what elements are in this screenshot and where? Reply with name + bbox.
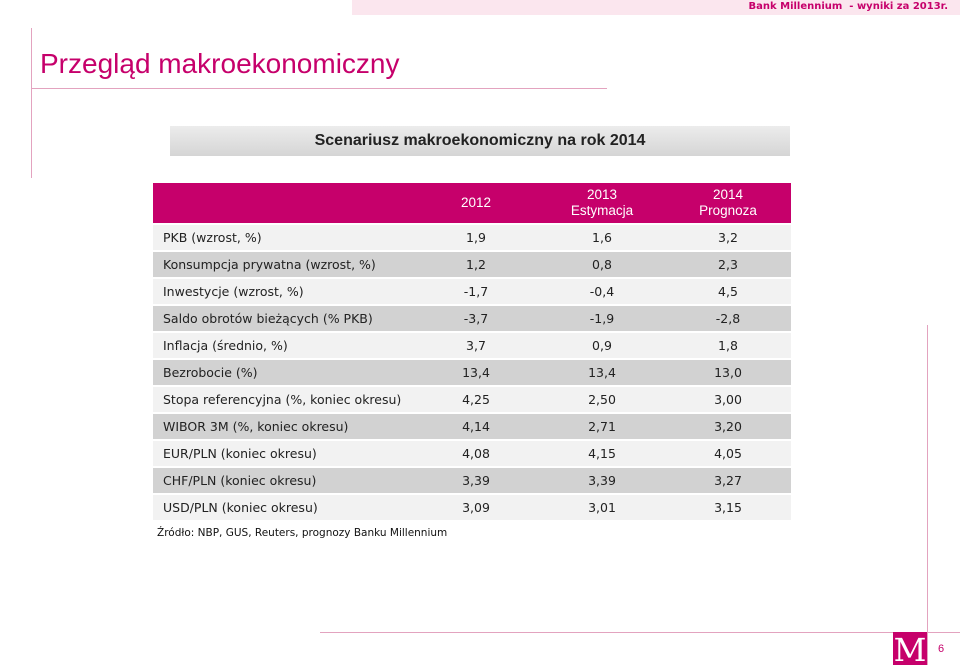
row-label: Saldo obrotów bieżących (% PKB) — [153, 306, 413, 331]
column-year: 2013 — [586, 187, 618, 202]
row-value: -2,8 — [665, 306, 791, 331]
column-note: Estymacja — [570, 203, 634, 218]
source-note: Źródło: NBP, GUS, Reuters, prognozy Banku Millennium — [157, 527, 448, 539]
column-year: 2012 — [460, 195, 492, 210]
row-value: 3,01 — [539, 495, 665, 520]
row-value: -3,7 — [413, 306, 539, 331]
row-value: 3,39 — [413, 468, 539, 493]
row-label: USD/PLN (koniec okresu) — [153, 495, 413, 520]
row-value: 2,50 — [539, 387, 665, 412]
row-label: Inwestycje (wzrost, %) — [153, 279, 413, 304]
table-subtitle: Scenariusz makroekonomiczny na rok 2014 — [170, 126, 790, 156]
row-value: 3,00 — [665, 387, 791, 412]
row-value: 13,4 — [539, 360, 665, 385]
row-value: 3,15 — [665, 495, 791, 520]
logo-letter: M — [893, 632, 927, 665]
row-value: 1,6 — [539, 225, 665, 250]
footer-line — [320, 632, 960, 633]
row-value: 2,3 — [665, 252, 791, 277]
table-row — [153, 414, 791, 439]
page-title: Przegląd makroekonomiczny — [40, 48, 400, 79]
table-header-row — [153, 183, 791, 223]
row-value: 1,2 — [413, 252, 539, 277]
table-body — [153, 225, 791, 520]
table-row — [153, 360, 791, 385]
bank-logo — [893, 632, 927, 665]
column-header-2012 — [413, 183, 539, 223]
row-label: Stopa referencyjna (%, koniec okresu) — [153, 387, 413, 412]
table-row — [153, 225, 791, 250]
row-label: Inflacja (średnio, %) — [153, 333, 413, 358]
row-value: 4,5 — [665, 279, 791, 304]
header-bar — [352, 0, 960, 15]
row-value: 3,7 — [413, 333, 539, 358]
table-row — [153, 468, 791, 493]
column-year: 2014 — [712, 187, 744, 202]
row-value: 0,8 — [539, 252, 665, 277]
row-value: 4,25 — [413, 387, 539, 412]
table-row — [153, 441, 791, 466]
row-label: WIBOR 3M (%, koniec okresu) — [153, 414, 413, 439]
row-value: 4,14 — [413, 414, 539, 439]
row-value: 4,05 — [665, 441, 791, 466]
table-row — [153, 279, 791, 304]
row-value: 3,20 — [665, 414, 791, 439]
row-label: CHF/PLN (koniec okresu) — [153, 468, 413, 493]
row-value: -1,9 — [539, 306, 665, 331]
table-row — [153, 252, 791, 277]
header-brand-text: Bank Millennium - wyniki za 2013r. — [748, 1, 948, 12]
row-value: 4,15 — [539, 441, 665, 466]
row-value: 3,27 — [665, 468, 791, 493]
row-value: -0,4 — [539, 279, 665, 304]
table-row — [153, 387, 791, 412]
column-header-2013 — [539, 183, 665, 223]
right-divider — [927, 325, 928, 665]
row-label: Bezrobocie (%) — [153, 360, 413, 385]
table-row — [153, 333, 791, 358]
row-value: 1,9 — [413, 225, 539, 250]
table-row — [153, 306, 791, 331]
column-header-2014 — [665, 183, 791, 223]
row-value: 2,71 — [539, 414, 665, 439]
row-value: 3,09 — [413, 495, 539, 520]
row-value: 3,39 — [539, 468, 665, 493]
header-blank-cell — [153, 183, 413, 223]
title-underline — [31, 88, 607, 89]
row-label: Konsumpcja prywatna (wzrost, %) — [153, 252, 413, 277]
row-value: 0,9 — [539, 333, 665, 358]
column-note: Prognoza — [699, 203, 757, 218]
row-value: -1,7 — [413, 279, 539, 304]
row-label: PKB (wzrost, %) — [153, 225, 413, 250]
row-value: 13,0 — [665, 360, 791, 385]
row-value: 3,2 — [665, 225, 791, 250]
row-value: 13,4 — [413, 360, 539, 385]
row-value: 1,8 — [665, 333, 791, 358]
left-divider — [31, 28, 32, 178]
row-value: 4,08 — [413, 441, 539, 466]
table-row — [153, 495, 791, 520]
row-label: EUR/PLN (koniec okresu) — [153, 441, 413, 466]
macro-table — [153, 181, 791, 522]
page-number: 6 — [938, 643, 945, 655]
